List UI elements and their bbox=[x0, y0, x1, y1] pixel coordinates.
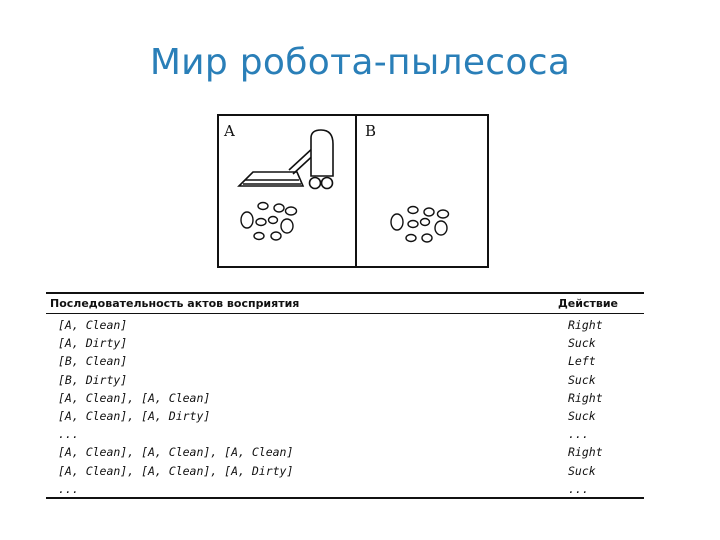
table-bottom-rule bbox=[46, 497, 644, 499]
action-cell: ... bbox=[568, 481, 589, 496]
action-cell: Left bbox=[568, 354, 596, 369]
percept-sequence-cell: ... bbox=[58, 481, 79, 496]
action-cell: Right bbox=[568, 390, 603, 405]
percept-sequence-cell: ... bbox=[58, 427, 79, 442]
table-row bbox=[46, 390, 644, 408]
vacuum-world-drawing bbox=[219, 116, 489, 268]
action-cell: Suck bbox=[568, 408, 596, 423]
table-row bbox=[46, 335, 644, 353]
action-cell: Suck bbox=[568, 463, 596, 478]
room-a-label: A bbox=[224, 122, 235, 140]
percept-sequence-cell: [A, Clean], [A, Clean], [A, Clean] bbox=[58, 445, 294, 460]
percept-sequence-cell: [A, Clean] bbox=[58, 318, 128, 332]
action-cell: ... bbox=[568, 427, 589, 442]
percept-sequence-cell: [B, Dirty] bbox=[58, 372, 128, 387]
dirt-room-b-icon bbox=[391, 207, 449, 243]
table-row bbox=[46, 426, 644, 444]
table-row bbox=[46, 444, 644, 462]
percept-sequence-cell: [A, Clean], [A, Clean] bbox=[58, 390, 211, 405]
percept-sequence-cell: [A, Clean], [A, Clean], [A, Dirty] bbox=[58, 463, 294, 478]
action-cell: Suck bbox=[568, 372, 596, 387]
action-cell: Suck bbox=[568, 336, 596, 351]
table-row bbox=[46, 317, 644, 335]
percept-sequence-cell: [A, Clean], [A, Dirty] bbox=[58, 408, 211, 423]
table-header-rule bbox=[46, 313, 644, 314]
vacuum-world-diagram bbox=[217, 114, 489, 268]
slide-title: Мир робота-пылесоса bbox=[149, 42, 571, 83]
table-body bbox=[46, 317, 644, 499]
dirt-room-a-icon bbox=[241, 203, 297, 241]
header-percept-sequence: Последовательность актов восприятия bbox=[50, 297, 300, 310]
action-cell: Right bbox=[568, 318, 603, 332]
vacuum-robot-icon bbox=[239, 130, 333, 189]
table-row bbox=[46, 372, 644, 390]
percept-sequence-cell: [A, Dirty] bbox=[58, 336, 128, 351]
table-top-rule bbox=[46, 292, 644, 294]
table-row bbox=[46, 463, 644, 481]
action-cell: Right bbox=[568, 445, 603, 460]
header-action: Действие bbox=[558, 297, 618, 310]
percept-action-table bbox=[46, 292, 644, 500]
percept-sequence-cell: [B, Clean] bbox=[58, 354, 128, 369]
table-row bbox=[46, 353, 644, 371]
room-b-label: B bbox=[365, 122, 377, 140]
table-row bbox=[46, 408, 644, 426]
